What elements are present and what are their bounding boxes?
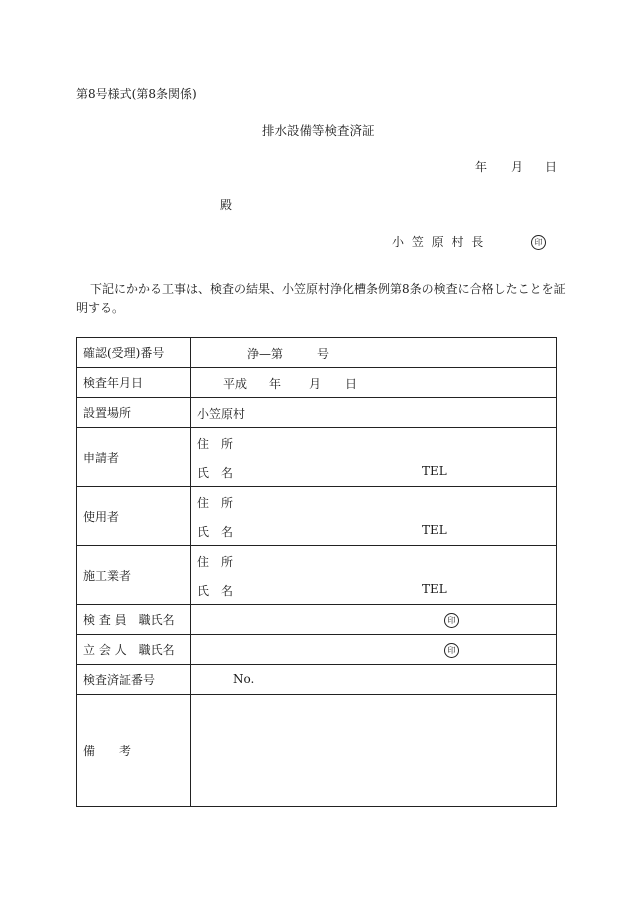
applicant-name-label: 氏 名 (197, 466, 234, 480)
seal-icon: 印 (531, 235, 546, 250)
certificate-number-value: No. (233, 672, 255, 686)
applicant-address-label: 住 所 (197, 437, 234, 451)
inspection-form-table (76, 337, 557, 807)
location-label: 設置場所 (77, 398, 191, 428)
issuer-name: 小 笠 原 村 長 (392, 235, 486, 249)
applicant-tel-label: TEL (422, 464, 447, 478)
confirmation-prefix: 浄—第 (247, 347, 284, 361)
witness-label: 立 会 人 職氏名 (77, 635, 191, 665)
certificate-number-row (77, 665, 557, 695)
addressee-suffix: 殿 (220, 198, 233, 212)
applicant-label: 申請者 (77, 428, 191, 487)
certificate-number-label: 検査済証番号 (77, 665, 191, 695)
inspector-row (77, 605, 557, 635)
user-label: 使用者 (77, 487, 191, 546)
remarks-row (77, 695, 557, 807)
confirmation-suffix: 号 (317, 347, 330, 361)
remarks-field (191, 695, 557, 807)
body-text-line1: 下記にかかる工事は、検査の結果、小笠原村浄化槽条例第8条の検査に合格したことを証 (90, 282, 566, 296)
confirmation-label: 確認(受理)番号 (77, 338, 191, 368)
witness-seal-icon: 印 (444, 643, 459, 658)
location-value: 小笠原村 (197, 407, 246, 421)
day-label: 日 (345, 377, 358, 391)
inspector-label: 検 査 員 職氏名 (77, 605, 191, 635)
applicant-row (77, 428, 557, 487)
body-text-line2: 明する。 (76, 301, 125, 315)
date-month: 月 (511, 160, 524, 174)
era-label: 平成 (223, 377, 248, 391)
contractor-label: 施工業者 (77, 546, 191, 605)
date-day: 日 (545, 160, 558, 174)
remarks-label: 備 考 (77, 695, 191, 807)
inspection-date-row (77, 368, 557, 398)
contractor-row (77, 546, 557, 605)
month-label: 月 (309, 377, 322, 391)
inspector-seal-icon: 印 (444, 613, 459, 628)
user-tel-label: TEL (422, 523, 447, 537)
witness-row (77, 635, 557, 665)
date-year: 年 (475, 160, 488, 174)
document-title: 排水設備等検査済証 (262, 123, 375, 138)
confirmation-row (77, 338, 557, 368)
contractor-tel-label: TEL (422, 582, 447, 596)
form-number: 第8号様式(第8条関係) (76, 87, 197, 101)
year-label: 年 (269, 377, 282, 391)
user-row (77, 487, 557, 546)
location-row (77, 398, 557, 428)
user-address-label: 住 所 (197, 496, 234, 510)
contractor-name-label: 氏 名 (197, 584, 234, 598)
user-name-label: 氏 名 (197, 525, 234, 539)
contractor-address-label: 住 所 (197, 555, 234, 569)
inspection-date-label: 検査年月日 (77, 368, 191, 398)
